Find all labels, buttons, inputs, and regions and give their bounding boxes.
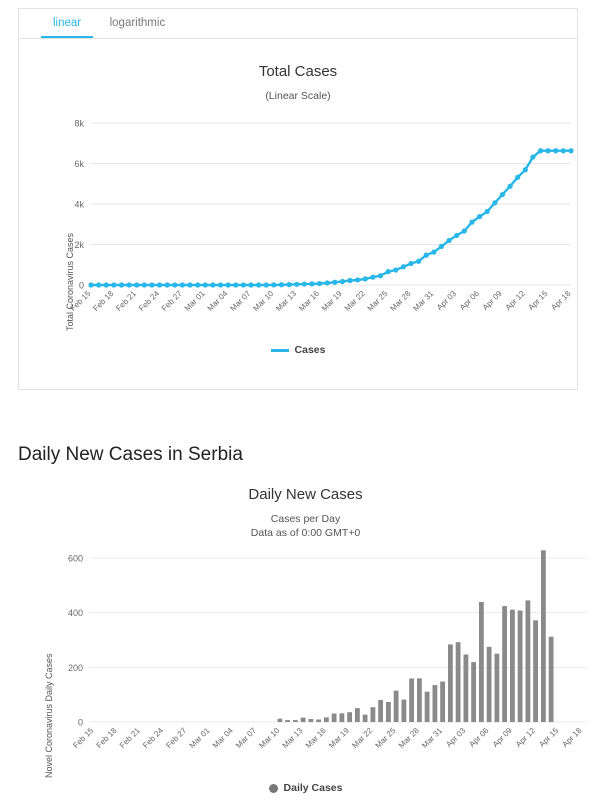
chart1-plot-area [19,113,577,338]
chart2-bar [417,678,422,722]
chart1-point [507,184,512,189]
chart1-point [104,282,109,287]
chart1-point [134,282,139,287]
chart1-line [91,151,571,285]
chart1-point [88,282,93,287]
chart1-xtick: Apr 12 [503,289,527,313]
chart1-point [546,148,551,153]
chart2-bar [324,717,329,722]
chart1-point [241,282,246,287]
chart2-bar [386,702,391,722]
legend-dot-swatch [269,784,278,793]
chart1-xtick: Feb 27 [159,289,184,314]
chart1-point [515,175,520,180]
chart1-point [523,167,528,172]
daily-new-cases-panel [18,480,593,795]
chart2-bar [332,714,337,723]
chart2-bar [456,642,461,722]
chart2-xtick: Apr 09 [490,726,514,750]
chart1-point [165,282,170,287]
chart1-point [446,238,451,243]
chart2-xtick: Mar 22 [350,726,375,751]
chart2-xtick: Apr 03 [444,726,468,750]
chart1-subtitle: (Linear Scale) [265,90,331,102]
chart1-xtick: Feb 15 [68,289,93,314]
chart1-point [248,282,253,287]
chart2-bar [285,720,290,722]
chart1-point [226,282,231,287]
chart2-xtick: Apr 18 [560,726,584,750]
chart1-point [477,214,482,219]
chart2-bar [510,610,515,722]
chart2-bar [533,620,538,722]
chart2-subtitle-line2: Data as of 0:00 GMT+0 [250,527,361,539]
chart1-title: Total Cases [258,63,338,80]
chart2-bar [549,637,554,722]
chart1-point [210,282,215,287]
chart1-point [500,192,505,197]
chart2-bar [518,611,523,723]
chart2-ytick: 200 [67,662,83,673]
chart2-bar [347,712,352,722]
chart1-xtick: Mar 04 [205,289,230,314]
chart2-svg [18,550,593,776]
chart1-legend-label: Cases [294,344,326,357]
chart2-bar [278,719,283,722]
chart2-xtick: Mar 19 [327,726,352,751]
chart1-point [431,250,436,255]
chart2-bar [378,700,383,722]
chart1-point [424,253,429,258]
chart1-ytick: 4k [74,199,84,210]
chart1-point [256,282,261,287]
chart1-xtick: Feb 21 [114,289,139,314]
chart1-point [233,282,238,287]
chart1-point [332,280,337,285]
chart1-xtick: Mar 01 [182,289,207,314]
chart1-point [454,233,459,238]
chart1-xtick: Mar 19 [319,289,344,314]
chart1-point [416,259,421,264]
chart2-xtick: Mar 16 [303,726,328,751]
chart1-xtick: Apr 09 [480,289,504,313]
chart2-xtick: Mar 25 [373,726,398,751]
chart1-xtick: Apr 18 [549,289,573,313]
chart2-xtick: Apr 06 [467,726,491,750]
chart2-bar [433,685,438,722]
chart2-xtick: Apr 15 [537,726,561,750]
chart1-point [370,275,375,280]
chart2-ytick: 0 [77,717,83,728]
chart1-point [203,282,208,287]
total-cases-panel [18,8,578,390]
chart2-bar [425,692,430,722]
chart1-xtick: Apr 06 [457,289,482,313]
chart1-xtick: Feb 18 [91,289,116,314]
chart1-point [142,282,147,287]
chart1-point [462,228,467,233]
chart1-point [401,264,406,269]
chart1-point [363,276,368,281]
chart1-point [218,282,223,287]
chart2-xtick: Mar 13 [280,726,305,751]
chart2-bar [495,654,500,722]
chart1-point [126,282,131,287]
chart2-bar [355,708,360,722]
chart2-bar [409,679,414,723]
chart1-point [530,154,535,159]
chart1-xtick: Apr 03 [435,289,459,313]
chart2-legend-label: Daily Cases [283,782,343,795]
chart2-xtick: Feb 27 [164,726,189,751]
chart1-point [119,282,124,287]
chart1-point [195,282,200,287]
chart1-legend [19,344,577,356]
chart1-point [286,282,291,287]
chart2-bar [541,550,546,722]
chart1-point [386,269,391,274]
chart2-bar [363,715,368,722]
chart2-bar [293,720,298,722]
chart2-legend [18,782,593,794]
chart2-bar [448,644,453,722]
chart1-point [264,282,269,287]
chart1-point [271,282,276,287]
chart2-xtick: Apr 12 [513,726,538,750]
chart2-plot-area [18,550,593,778]
chart1-xtick: Mar 16 [297,289,322,314]
chart1-xtick: Mar 28 [388,289,413,314]
chart1-point [149,282,154,287]
chart2-xtick: Mar 04 [210,726,235,751]
chart2-bar [309,719,314,722]
chart2-bar [440,682,445,723]
chart2-bar [502,606,507,722]
chart1-point [393,267,398,272]
tab-logarithmic[interactable]: logarithmic [109,17,166,29]
chart1-point [485,209,490,214]
chart1-xtick: Mar 07 [228,289,253,314]
chart1-ytick: 6k [74,159,84,169]
chart2-bar [471,662,476,722]
chart2-bar [301,718,306,722]
chart1-ytick: 0 [78,280,84,291]
chart1-point [294,282,299,287]
chart1-point [561,148,566,153]
chart1-point [378,273,383,278]
chart1-xtick: Mar 25 [365,289,390,314]
chart2-subtitle-line1: Cases per Day [270,513,341,525]
chart2-bar [371,707,376,722]
chart1-point [302,281,307,286]
chart2-xtick: Mar 01 [187,726,212,751]
chart1-xtick: Mar 31 [411,289,436,314]
chart1-svg [19,113,577,333]
chart2-ytick: 600 [67,553,83,564]
chart1-point [180,282,185,287]
chart2-xtick: Mar 07 [234,726,259,751]
chart2-xtick: Feb 21 [117,726,142,751]
chart2-y-axis-label: Novel Coronavirus Daily Cases [44,653,54,778]
chart1-xtick: Apr 15 [526,289,550,313]
chart1-point [309,281,314,286]
chart2-title: Daily New Cases [248,486,363,503]
chart1-point [553,148,558,153]
chart2-xtick: Feb 18 [94,726,119,751]
scale-tabs [19,9,577,39]
chart2-xtick: Mar 28 [396,726,421,751]
chart2-xtick: Mar 10 [257,726,282,751]
chart1-point [187,282,192,287]
chart1-point [492,200,497,205]
chart1-point [340,279,345,284]
chart1-ytick: 2k [74,240,84,250]
chart1-point [325,280,330,285]
chart2-bar [479,602,484,722]
chart1-point [408,261,413,266]
chart2-bar [464,655,469,723]
legend-line-swatch [271,349,289,352]
chart1-point [568,148,573,153]
chart1-point [157,282,162,287]
chart1-y-axis-label: Total Coronavirus Cases [65,232,75,331]
chart2-bar [402,700,407,722]
chart1-xtick: Feb 24 [137,289,162,314]
chart1-point [439,244,444,249]
chart1-xtick: Mar 22 [342,289,367,314]
chart2-xtick: Feb 24 [141,726,166,751]
section-heading-daily-new-cases: Daily New Cases in Serbia [18,444,243,465]
tab-linear[interactable]: linear [41,9,93,38]
chart1-point [111,282,116,287]
chart1-point [469,220,474,225]
chart1-point [347,278,352,283]
chart1-point [172,282,177,287]
chart2-bar [487,647,492,722]
chart1-point [317,281,322,286]
chart1-ytick: 8k [74,118,84,129]
chart1-point [279,282,284,287]
chart2-bar [316,720,321,723]
chart2-xtick: Mar 31 [420,726,445,751]
chart1-xtick: Mar 10 [251,289,276,314]
chart1-point [96,282,101,287]
chart2-bar [394,691,399,722]
chart2-ytick: 400 [67,608,83,619]
chart2-bar [526,600,531,722]
chart1-point [355,277,360,282]
chart2-bar [340,713,345,722]
chart2-xtick: Feb 15 [71,726,96,751]
chart1-point [538,148,543,153]
chart1-xtick: Mar 13 [274,289,299,314]
